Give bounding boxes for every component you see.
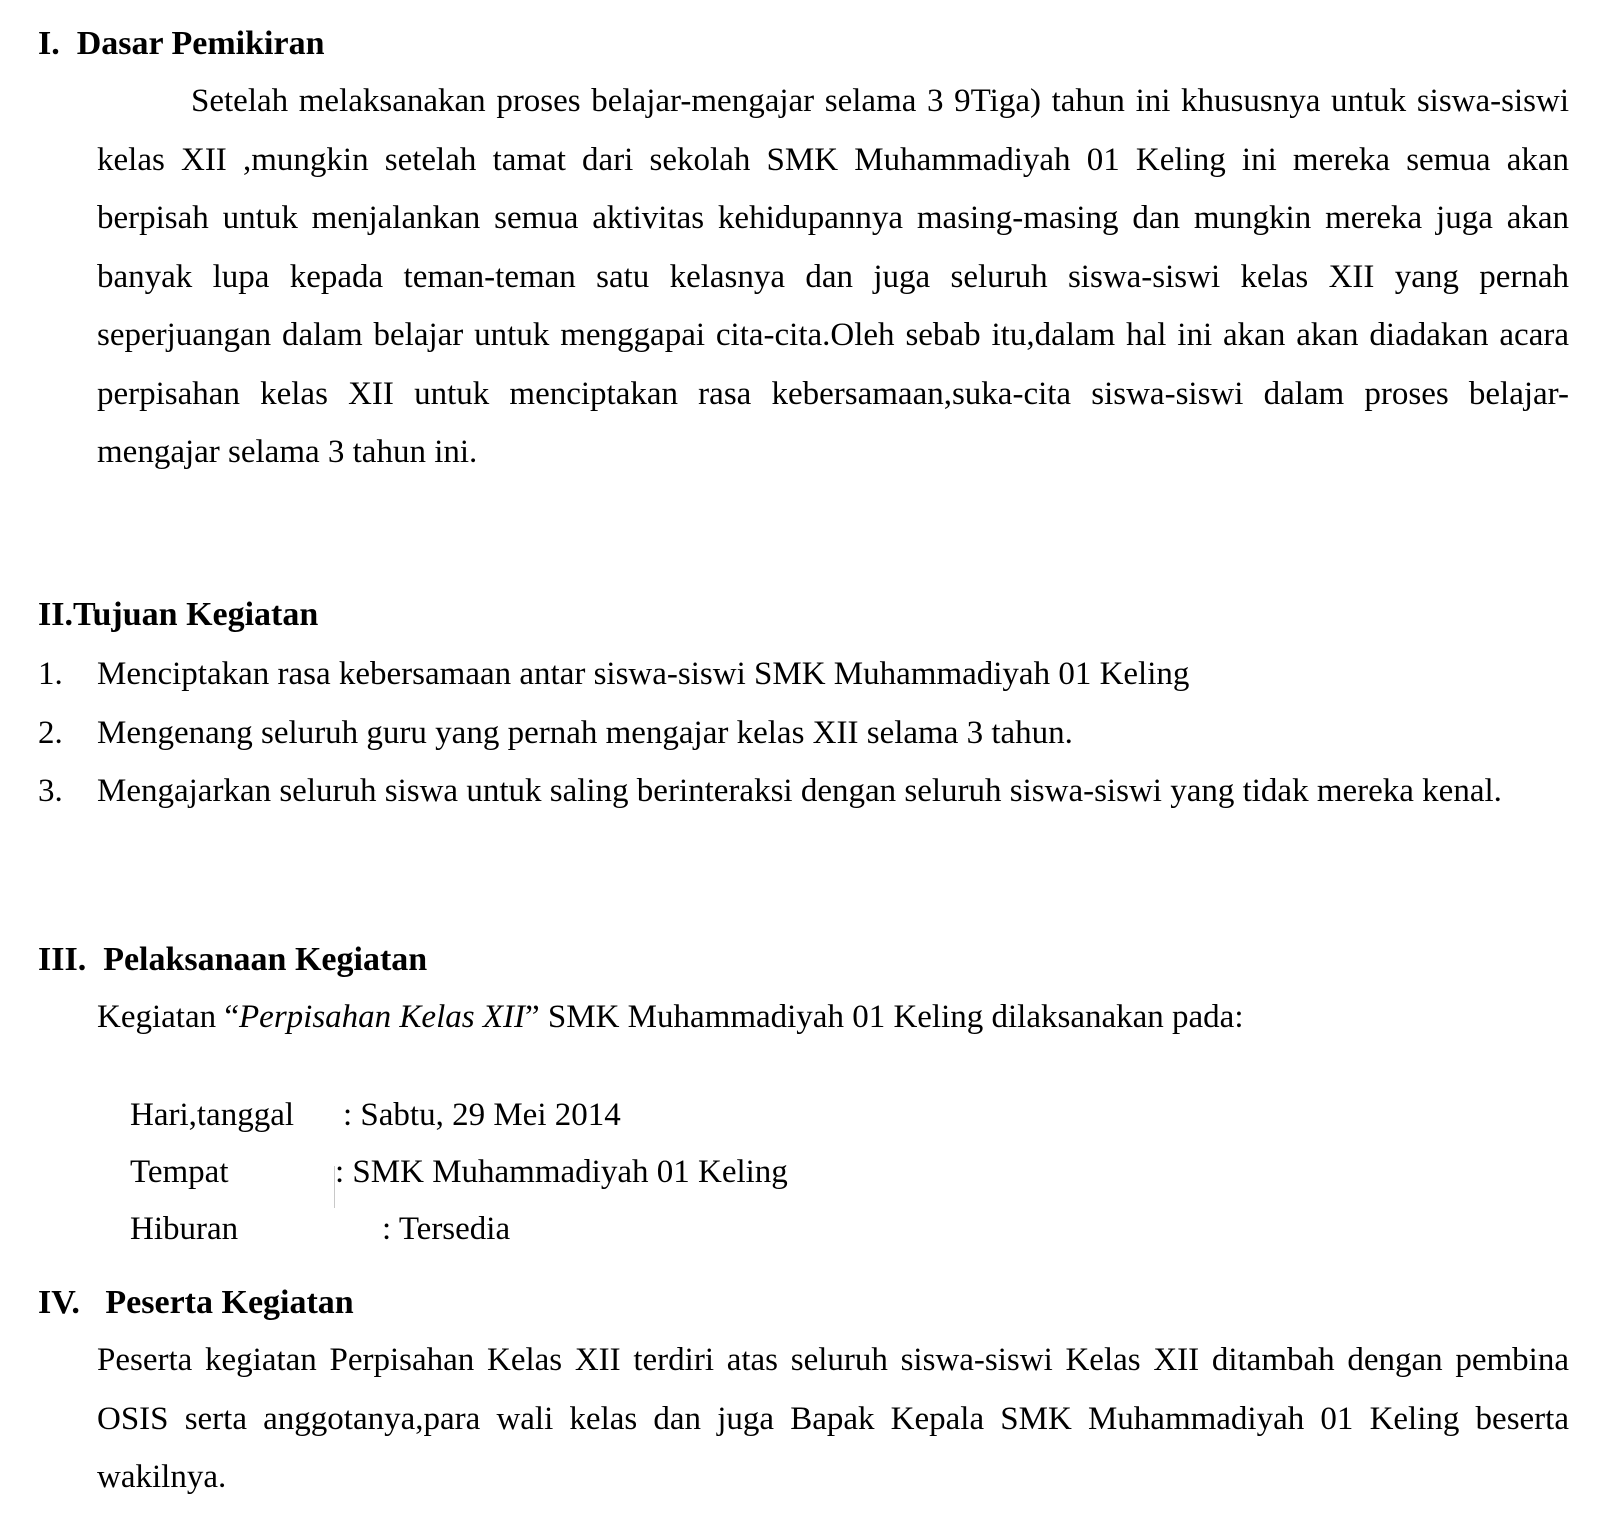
list-item-number: 3. [38,773,63,809]
detail-value: : Tersedia [382,1211,511,1247]
list-item-number: 2. [38,714,63,751]
list-item-text: Mengajarkan seluruh siswa untuk saling berinteraksi dengan seluruh siswa-siswi yang tidak mereka kenal. [97,773,1502,809]
section-2-heading: II.Tujuan Kegiatan [38,596,319,633]
list-item-text: Mengenang seluruh guru yang pernah mengajar kelas XII selama 3 tahun. [97,714,1073,751]
detail-label: Tempat [130,1154,229,1190]
section-1-paragraph: Setelah melaksanakan proses belajar-mengajar selama 3 9Tiga) tahun ini khususnya untuk siswa-siswi kelas XII ,mungkin setelah tamat dari sekolah SMK Muhammadiyah 01 Keling ini mereka semua akan berpisah untuk menjalankan semua aktivitas kehidupannya masing-masing dan mungkin mereka juga akan banyak lupa kepada teman-teman satu kelasnya dan juga seluruh siswa-siswi kelas XII yang pernah seperjuangan dalam belajar untuk menggapai cita-cita.Oleh sebab itu,dalam hal ini akan akan diadakan acara perpisahan kelas XII untuk menciptakan rasa kebersamaan,suka-cita siswa-siswi dalam proses belajar-mengajar selama 3 tahun ini. [97,83,1569,470]
section-4-heading: IV. Peserta Kegiatan [38,1284,354,1321]
list-item [38,762,1569,821]
detail-label: Hiburan [130,1211,239,1247]
section-3-heading: III. Pelaksanaan Kegiatan [38,941,428,978]
list-item [38,704,1569,763]
detail-row-entertainment [97,1169,510,1289]
intro-event-name: Perpisahan Kelas XII [239,999,525,1035]
section-4-paragraph: Peserta kegiatan Perpisahan Kelas XII terdiri atas seluruh siswa-siswi Kelas XII ditambah dengan pembina OSIS serta anggotanya,para wali kelas dan juga Bapak Kepala SMK Muhammadiyah 01 Keling beserta wakilnya. [97,1342,1569,1495]
list-item-text: Menciptakan rasa kebersamaan antar siswa-siswi SMK Muhammadiyah 01 Keling [97,656,1190,692]
section-1-heading: I. Dasar Pemikiran [38,25,325,62]
list-item [38,645,1569,704]
detail-label: Hari,tanggal [130,1097,295,1133]
section-3-intro [97,997,1244,1037]
intro-text-after: ” SMK Muhammadiyah 01 Keling dilaksanakan pada: [524,999,1244,1035]
list-item-number: 1. [38,656,63,692]
detail-value: : Sabtu, 29 Mei 2014 [343,1097,621,1133]
detail-value: : SMK Muhammadiyah 01 Keling [335,1154,788,1190]
objectives-list [38,645,1569,821]
intro-text-before: Kegiatan “ [97,999,240,1035]
